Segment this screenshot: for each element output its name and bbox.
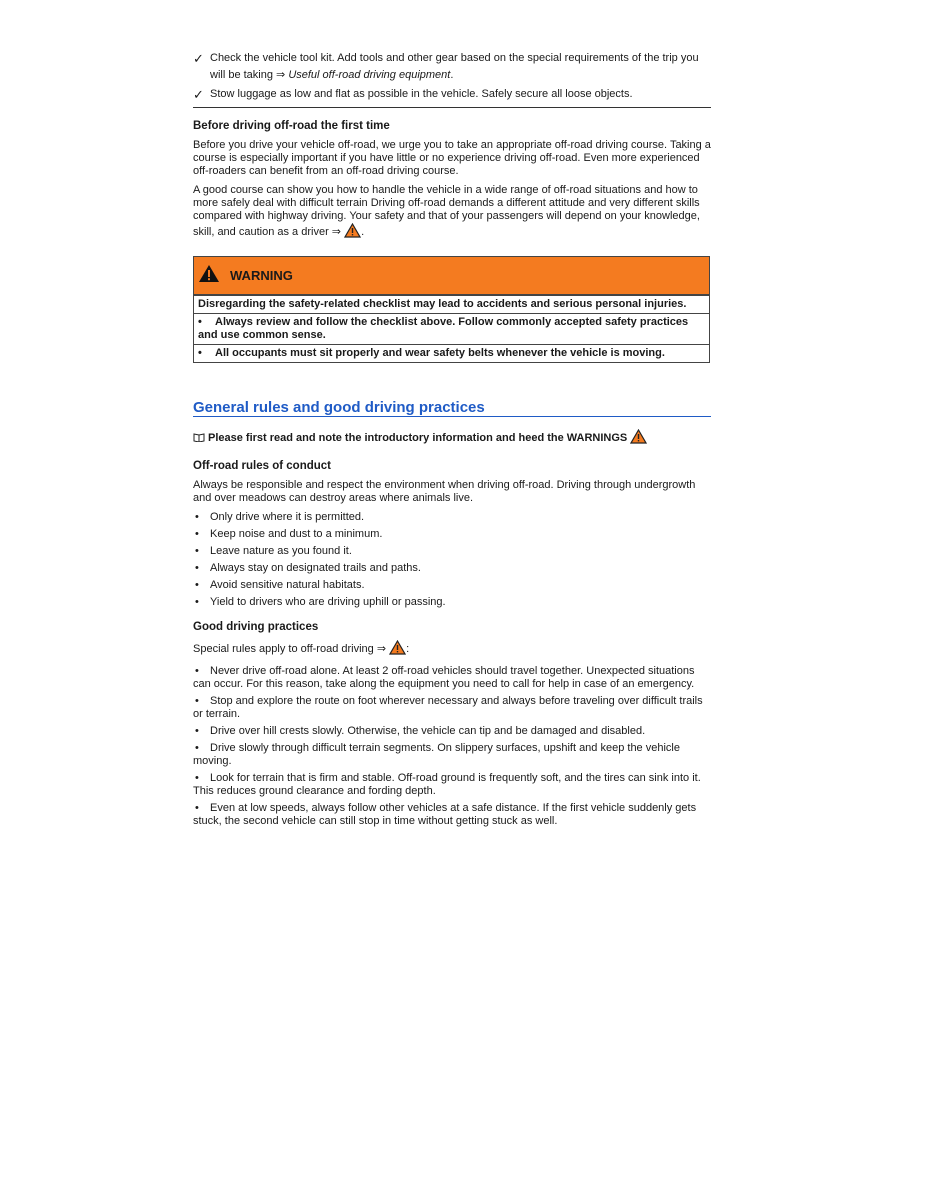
practice-item: [193, 725, 711, 738]
list-item-text: Avoid sensitive natural habitats.: [210, 579, 365, 591]
bullet-icon: •: [195, 596, 199, 608]
bullet-icon: •: [198, 347, 202, 359]
book-icon: [193, 432, 205, 446]
bullet-icon: •: [195, 725, 199, 737]
checklist-text: Stow luggage as low and flat as possible in the vehicle. Safely secure all loose objects.: [210, 88, 633, 100]
conduct-list: [193, 511, 711, 609]
section-title: General rules and good driving practices: [193, 401, 711, 417]
divider: [193, 107, 711, 108]
checklist-end: .: [450, 69, 454, 81]
checkmark-icon: ✓: [193, 87, 204, 102]
warning-bullet: [194, 313, 709, 344]
practice-text: Drive over hill crests slowly. Otherwise, the vehicle can tip and be damaged and disabled.: [210, 725, 646, 737]
paragraph: [193, 184, 711, 242]
document-page: [193, 50, 711, 832]
warning-bullet-text: Always review and follow the checklist above. Follow commonly accepted safety practices and use common sense.: [198, 316, 689, 341]
practice-text: Stop and explore the route on foot wherever necessary and always before traveling over difficult trails or terrain.: [193, 695, 703, 720]
practice-text: Never drive off-road alone. At least 2 off-road vehicles should travel together. Unexpected situations can occur. For this reason, take along the equipment you need to call for help in case of an emergency.: [193, 665, 695, 690]
paragraph-text: A good course can show you how to handle the vehicle in a wide range of off-road situations and how to more safely deal with difficult terrain Driving off-road demands a different attitude and very different skills compared with highway driving. Your safety and that of your passengers will depend on your knowledge, skill, and caution as a driver ⇒: [193, 184, 700, 238]
practice-text: Even at low speeds, always follow other vehicles at a safe distance. If the first vehicle suddenly gets stuck, the second vehicle can still stop in time without getting stuck as well.: [193, 802, 697, 827]
practice-item: [193, 742, 711, 768]
paragraph: Always be responsible and respect the environment when driving off-road. Driving through undergrowth and over meadows can destroy areas where animals live.: [193, 479, 696, 504]
bullet-icon: •: [195, 511, 199, 523]
list-item: [193, 545, 711, 558]
checklist-item: [193, 86, 711, 103]
warning-title: WARNING: [230, 268, 293, 283]
paragraph: Before you drive your vehicle off-road, we urge you to take an appropriate off-road driving course. Taking a course is especially important if you have little or no experience driving off-road. Even more experienced off-roaders can benefit from an off-road driving course.: [193, 139, 711, 177]
bullet-icon: •: [195, 545, 199, 557]
warning-triangle-icon[interactable]: [344, 223, 361, 242]
bullet-icon: •: [195, 695, 199, 707]
subsection-heading: Off-road rules of conduct: [193, 460, 331, 472]
section-heading: Before driving off-road the first time: [193, 120, 390, 132]
practice-item: [193, 695, 711, 721]
list-item: [193, 596, 711, 609]
list-item-text: Yield to drivers who are driving uphill or passing.: [210, 596, 446, 608]
cross-reference-link[interactable]: Useful off-road driving equipment: [288, 69, 451, 81]
intro-note: [193, 429, 711, 448]
checkmark-icon: ✓: [193, 51, 204, 66]
paragraph-end: :: [406, 643, 410, 655]
practice-text: Look for terrain that is firm and stable. Off-road ground is frequently soft, and the tires can sink into it. This reduces ground clearance and fording depth.: [193, 772, 701, 797]
bullet-icon: •: [198, 316, 202, 328]
intro-text: Please first read and note the introductory information and heed the WARNINGS: [208, 432, 628, 444]
practice-item: [193, 802, 711, 828]
list-item-text: Only drive where it is permitted.: [210, 511, 365, 523]
subsection-heading: Good driving practices: [193, 621, 319, 633]
warning-lead: Disregarding the safety-related checklist may lead to accidents and serious personal injuries.: [194, 295, 709, 313]
checklist-item: [193, 50, 711, 84]
bullet-icon: •: [195, 579, 199, 591]
bullet-icon: •: [195, 772, 199, 784]
list-item-text: Keep noise and dust to a minimum.: [210, 528, 383, 540]
warning-triangle-icon[interactable]: [630, 429, 647, 448]
list-item-text: Always stay on designated trails and paths.: [210, 562, 421, 574]
checklist-text: Check the vehicle tool kit. Add tools and other gear based on the special requirements of the trip you will be taking ⇒: [210, 52, 699, 81]
bullet-icon: •: [195, 802, 199, 814]
paragraph: [193, 640, 711, 659]
bullet-icon: •: [195, 742, 199, 754]
warning-header: [194, 257, 709, 295]
warning-box: [193, 256, 710, 363]
warning-bullet: [194, 344, 709, 362]
warning-triangle-icon[interactable]: [389, 640, 406, 659]
bullet-icon: •: [195, 562, 199, 574]
practice-text: Drive slowly through difficult terrain segments. On slippery surfaces, upshift and keep the vehicle moving.: [193, 742, 680, 767]
list-item: [193, 579, 711, 592]
list-item: [193, 562, 711, 575]
list-item-text: Leave nature as you found it.: [210, 545, 352, 557]
warning-triangle-icon: [198, 264, 220, 287]
paragraph-end: .: [361, 226, 365, 238]
list-item: [193, 528, 711, 541]
list-item: [193, 511, 711, 524]
paragraph-text: Special rules apply to off-road driving ⇒: [193, 643, 390, 655]
practice-item: [193, 772, 711, 798]
practice-item: [193, 665, 711, 691]
warning-bullet-text: All occupants must sit properly and wear safety belts whenever the vehicle is moving.: [215, 347, 665, 359]
bullet-icon: •: [195, 528, 199, 540]
bullet-icon: •: [195, 665, 199, 677]
